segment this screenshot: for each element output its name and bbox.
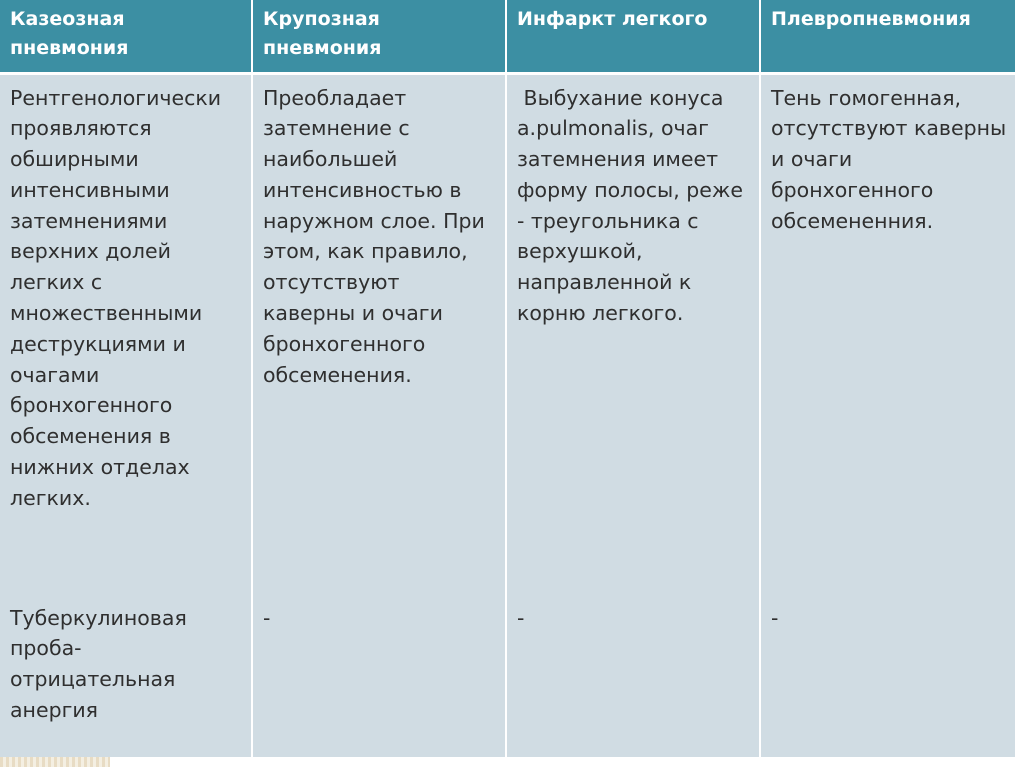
cell-pleuropneumonia [760, 73, 1015, 757]
radiology-text-lobar: Преобладает затемнение с наибольшей интенсивностью в наружном слое. При этом, как правило, отсутствуют каверны и очаги бронхогенного обсеменения. [263, 85, 485, 387]
header-pleuropneumonia: Плевропневмония [760, 0, 1015, 73]
tuberculin-text-pleuropneumonia: - [771, 605, 779, 630]
tuberculin-text-lobar: - [263, 605, 271, 630]
radiology-text-infarction: Выбухание конуса a.pulmonalis, очаг затемнения имеет форму полосы, реже - треугольника с верхушкой, направленной к корню легкого. [517, 85, 750, 326]
header-lobar-pneumonia: Крупозная пневмония [252, 0, 506, 73]
header-pulmonary-infarction: Инфаркт легкого [506, 0, 760, 73]
radiology-text-pleuropneumonia: Тень гомогенная, отсутствуют каверны и очаги бронхогенного обсемененния. [771, 85, 1007, 233]
radiology-text-caseous: Рентгенологически проявляются обширными интенсивными затемнениями верхних долей легких с множественными деструкциями и очагами бронхогенного обсеменения в нижних отделах легких. [10, 85, 222, 510]
tuberculin-text-caseous: Туберкулиновая проба-отрицательная анергия [10, 605, 187, 722]
body-row [0, 73, 1015, 757]
tuberculin-text-infarction: - [517, 605, 525, 630]
decorative-texture [0, 757, 110, 767]
cell-lobar [252, 73, 506, 757]
cell-caseous [0, 73, 252, 757]
header-caseous-pneumonia: Казеозная пневмония [0, 0, 252, 73]
cell-infarction [506, 73, 760, 757]
header-row [0, 0, 1015, 73]
